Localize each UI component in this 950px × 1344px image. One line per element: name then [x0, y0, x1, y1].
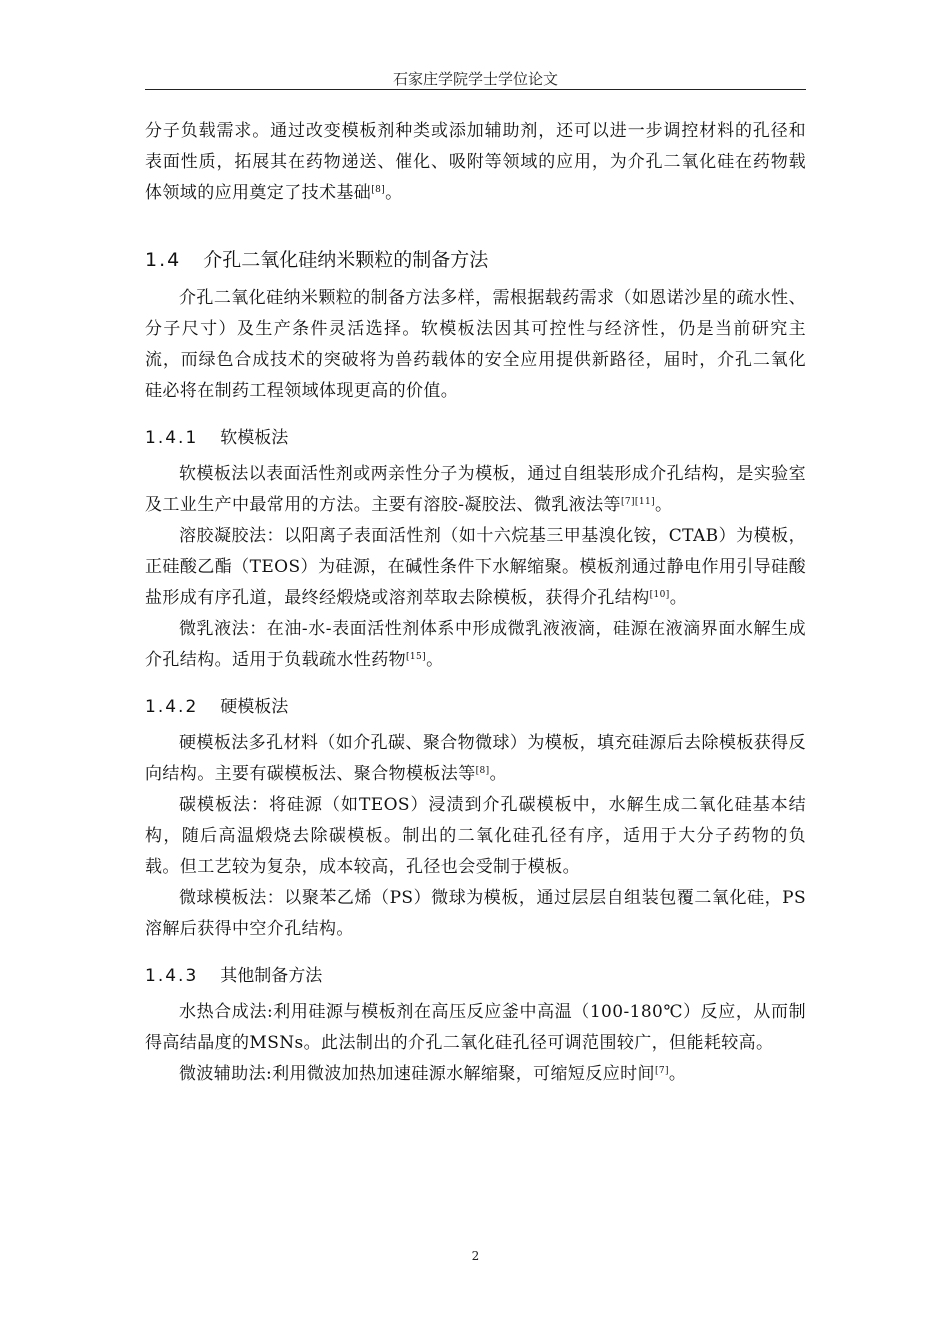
- hydrothermal-paragraph: 水热合成法:利用硅源与模板剂在高压反应釜中高温（100-180℃）反应，从而制得高结晶度的MSNs。此法制出的介孔二氧化硅孔径可调范围较广，但能耗较高。: [145, 1002, 806, 1053]
- section-number: 1.4: [145, 249, 182, 271]
- microsphere-template-paragraph: 微球模板法：以聚苯乙烯（PS）微球为模板，通过层层自组装包覆二氧化硅，PS溶解后获得中空介孔结构。: [145, 888, 806, 939]
- citation: [10]: [649, 590, 670, 600]
- hard-template-paragraph: 硬模板法多孔材料（如介孔碳、聚合物微球）为模板，填充硅源后去除模板获得反向结构。主要有碳模板法、聚合物模板法等[8]。: [145, 733, 806, 784]
- citation: [8]: [371, 185, 386, 195]
- microemulsion-paragraph: 微乳液法：在油-水-表面活性剂体系中形成微乳液液滴，硅源在液滴界面水解生成介孔结构。适用于负载疏水性药物[15]。: [145, 619, 806, 670]
- subsection-heading-1-4-1: [145, 423, 806, 453]
- subsection-number: 1.4.2: [145, 697, 199, 717]
- sol-gel-paragraph: 溶胶凝胶法：以阳离子表面活性剂（如十六烷基三甲基溴化铵，CTAB）为模板，正硅酸乙酯（TEOS）为硅源，在碱性条件下水解缩聚。模板剂通过静电作用引导硅酸盐形成有序孔道，最终经煅烧或溶剂萃取去除模板，获得介孔结构[10]。: [145, 526, 806, 608]
- subsection-title: 硬模板法: [220, 697, 289, 717]
- citation: [7][11]: [620, 497, 655, 507]
- section-title: 介孔二氧化硅纳米颗粒的制备方法: [203, 249, 489, 271]
- subsection-heading-1-4-2: [145, 692, 806, 722]
- running-header: 石家庄学院学士学位论文: [392, 70, 558, 88]
- citation: [7]: [654, 1066, 669, 1076]
- carbon-template-paragraph: 碳模板法：将硅源（如TEOS）浸渍到介孔碳模板中，水解生成二氧化硅基本结构，随后高温煅烧去除碳模板。制出的二氧化硅孔径有序，适用于大分子药物的负载。但工艺较为复杂，成本较高，孔径也会受制于模板。: [145, 795, 806, 877]
- intro-paragraph: 分子负载需求。通过改变模板剂种类或添加辅助剂，还可以进一步调控材料的孔径和表面性质，拓展其在药物递送、催化、吸附等领域的应用，为介孔二氧化硅在药物载体领域的应用奠定了技术基础[8]。: [145, 121, 806, 203]
- subsection-title: 其他制备方法: [220, 966, 323, 986]
- intro-text: 分子负载需求。通过改变模板剂种类或添加辅助剂，还可以进一步调控材料的孔径和表面性质，拓展其在药物递送、催化、吸附等领域的应用，为介孔二氧化硅在药物载体领域的应用奠定了技术基础: [145, 121, 806, 203]
- microwave-paragraph: 微波辅助法:利用微波加热加速硅源水解缩聚，可缩短反应时间[7]。: [179, 1064, 687, 1084]
- page-body: [145, 116, 806, 1090]
- section-1-4-paragraph: 介孔二氧化硅纳米颗粒的制备方法多样，需根据载药需求（如恩诺沙星的疏水性、分子尺寸）及生产条件灵活选择。软模板法因其可控性与经济性，仍是当前研究主流，而绿色合成技术的突破将为兽药载体的安全应用提供新路径，届时，介孔二氧化硅必将在制药工程领域体现更高的价值。: [145, 288, 806, 401]
- subsection-title: 软模板法: [220, 428, 289, 448]
- subsection-heading-1-4-3: [145, 961, 806, 991]
- subsection-number: 1.4.3: [145, 966, 199, 986]
- page-number: 2: [471, 1249, 480, 1263]
- section-heading-1-4: [145, 245, 806, 275]
- subsection-number: 1.4.1: [145, 428, 199, 448]
- citation: [8]: [475, 766, 490, 776]
- citation: [15]: [406, 652, 427, 662]
- header-rule: [145, 89, 806, 90]
- soft-template-paragraph: 软模板法以表面活性剂或两亲性分子为模板，通过自组装形成介孔结构，是实验室及工业生产中最常用的方法。主要有溶胶-凝胶法、微乳液法等[7][11]。: [145, 464, 806, 515]
